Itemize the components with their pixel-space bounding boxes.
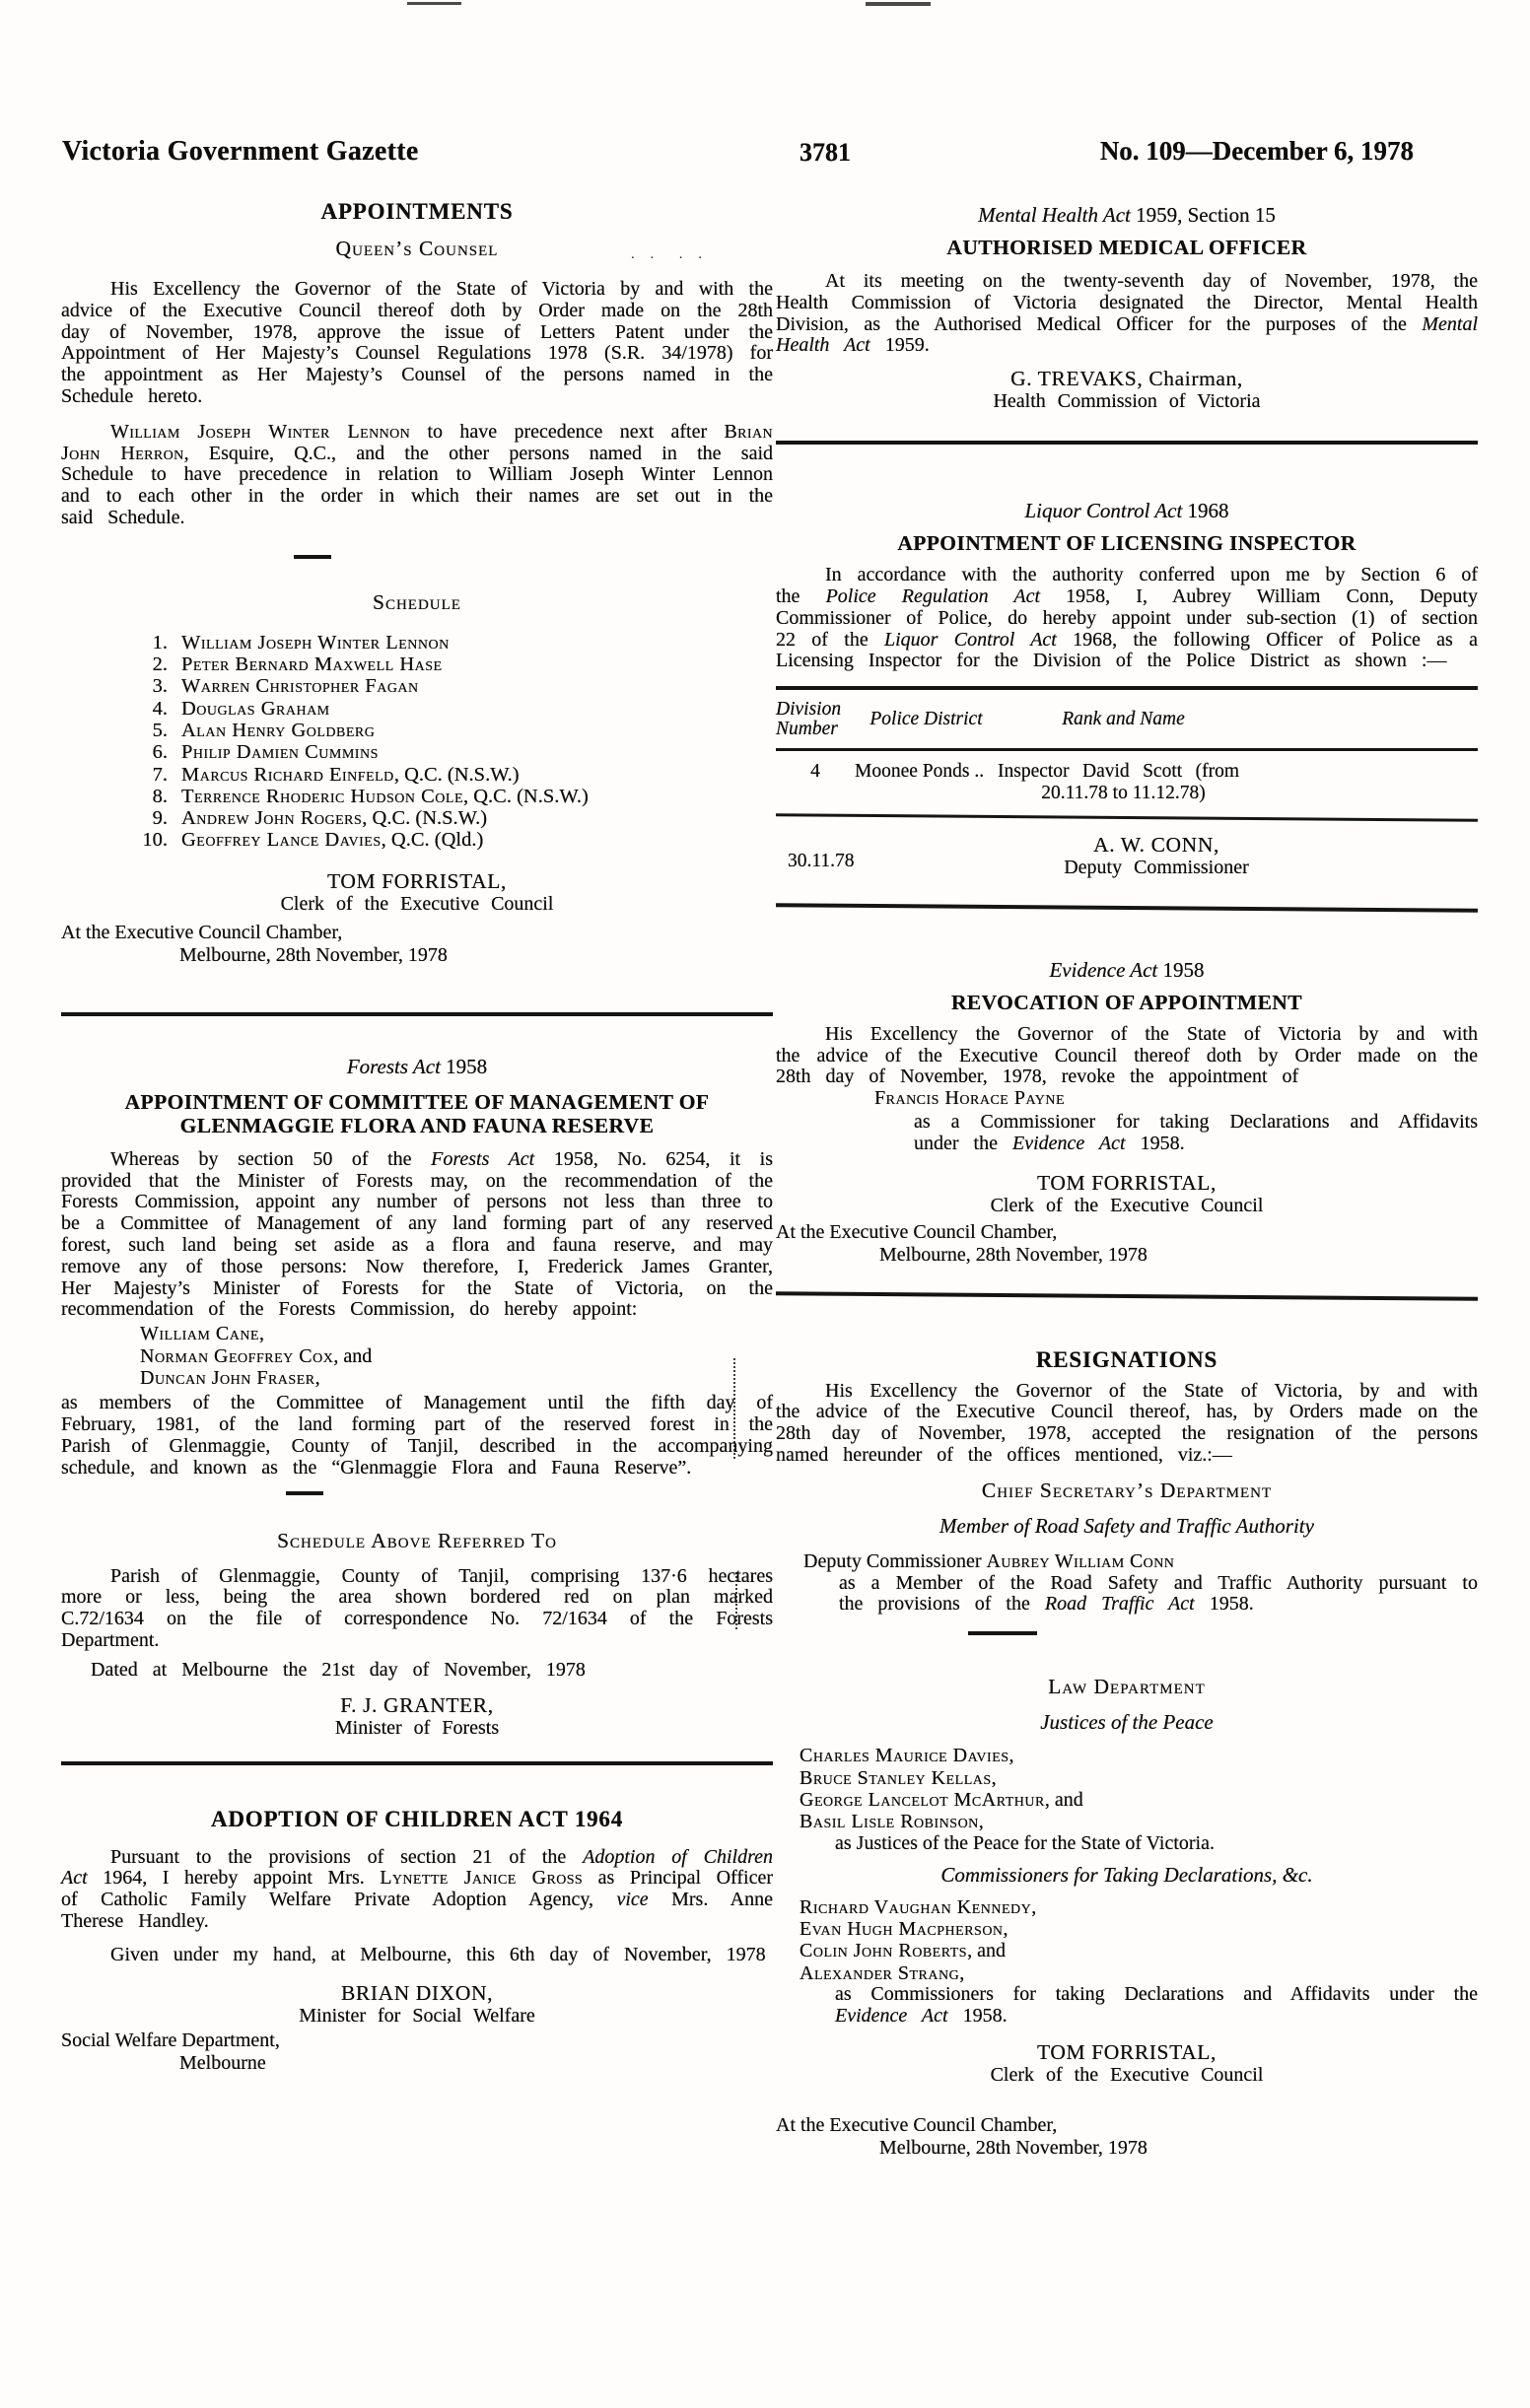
item-name: Terrence Rhoderic Hudson Cole, Q.C. (N.S.W.) — [181, 785, 589, 807]
list-item — [120, 720, 773, 741]
signatory-name: A. W. CONN, — [1093, 832, 1219, 857]
commissioners-detail: as Commissioners for taking Declarations and Affidavits under the Evidence Act 1958. — [835, 1983, 1478, 2027]
item-name: Douglas Graham — [181, 697, 330, 720]
justices-names — [776, 1745, 1478, 1833]
item-number: 1. — [152, 631, 168, 654]
column-header-line: Division — [776, 699, 842, 721]
table-header-row — [776, 690, 1478, 748]
dated-line: Dated at Melbourne the 21st day of November, 1978 — [91, 1658, 586, 1681]
appointee-name: Norman Geoffrey Cox, and — [140, 1344, 373, 1367]
masthead-title: Victoria Government Gazette — [62, 136, 419, 167]
address-line: At the Executive Council Chamber, — [776, 2113, 1058, 2136]
address-block — [61, 922, 773, 967]
column-header — [776, 700, 855, 739]
forests-act-heading: Forests Act 1958 — [346, 1054, 488, 1078]
signature-block — [953, 833, 1359, 879]
item-name: Andrew John Rogers, Q.C. (N.S.W.) — [181, 807, 488, 830]
authorised-medical-officer-heading: AUTHORISED MEDICAL OFFICER — [946, 236, 1307, 259]
signature-block — [776, 367, 1478, 413]
item-name: William Joseph Winter Lennon — [181, 631, 450, 654]
address-block — [776, 1221, 1478, 1267]
item-number: 8. — [152, 785, 168, 807]
mental-health-act-heading: Mental Health Act 1959, Section 15 — [978, 203, 1276, 227]
list-item — [120, 632, 773, 654]
list-item — [120, 698, 773, 720]
left-column — [61, 193, 773, 2075]
resignation-entry-detail: as a Member of the Road Safety and Traffic Authority pursuant to the provisions of the Road Traffic Act 1958. — [839, 1571, 1478, 1616]
signature-block — [776, 2040, 1478, 2087]
address-line: Melbourne — [179, 2052, 266, 2075]
signatory-name: BRIAN DIXON, — [340, 1981, 494, 2006]
signatory-title: Deputy Commissioner — [1064, 856, 1249, 878]
address-line: Social Welfare Department, — [61, 2030, 280, 2052]
signatory-title: Health Commission of Victoria — [993, 390, 1261, 413]
schedule-heading: Schedule — [373, 589, 461, 614]
column-header-line: Number — [776, 719, 838, 740]
signatory-name: TOM FORRISTAL, — [1037, 2039, 1217, 2064]
item-number: 9. — [152, 807, 168, 830]
schedule-referred-heading: Schedule Above Referred To — [277, 1528, 557, 1552]
item-number: 7. — [152, 763, 168, 786]
signatory-name: G. TREVAKS, Chairman, — [1010, 367, 1243, 391]
licensing-inspector-heading: APPOINTMENT OF LICENSING INSPECTOR — [897, 531, 1356, 556]
signature-block — [61, 1693, 773, 1740]
adoption-heading: ADOPTION OF CHILDREN ACT 1964 — [210, 1806, 624, 1831]
address-line: Melbourne, 28th November, 1978 — [879, 2136, 1148, 2159]
list-item — [120, 829, 773, 851]
commissioners-names — [776, 1896, 1478, 1985]
paragraph: His Excellency the Governor of the State of Victoria, by and with the advice of the Executive Council thereof, has, by Orders made on the 28th day of November, 1978, accepted the resignation of the persons named hereunder of the offices mentioned, viz.:— — [776, 1379, 1478, 1466]
person-name: Colin John Roberts, and — [800, 1940, 1006, 1962]
list-item — [120, 675, 773, 697]
issue-date: No. 109—December 6, 1978 — [1099, 136, 1414, 166]
schedule-list — [61, 632, 773, 852]
evidence-act-heading: Evidence Act 1958 — [1049, 957, 1205, 982]
rank-and-name-cell — [998, 761, 1249, 804]
item-name: Alan Henry Goldberg — [181, 719, 376, 741]
signature-block — [61, 869, 773, 916]
column-header: Rank and Name — [1062, 709, 1185, 730]
paragraph: Whereas by section 50 of the Forests Act 1958, No. 6254, it is provided that the Minister of Forests may, on the recommendation of the Forests Commission, appoint any number of persons not less than three to be a Committee of Management of any land forming part of any reserved forest, such land being set aside as a flora and fauna reserve, and may remove any of those persons: Now therefore, I, Frederick James Granter, Her Majesty’s Minister of Forests for the State of Victoria, on the recommendation of the Forests Commission, do hereby appoint: — [61, 1147, 773, 1321]
justices-detail: as Justices of the Peace for the State of Victoria. — [835, 1831, 1215, 1854]
paragraph: His Excellency the Governor of the State of Victoria by and with the advice of the Executive Council thereof doth by Order made on the 28th day of November, 1978, approve the issue of Letters Patent under the Appointment of Her Majesty’s Counsel Regulations 1978 (S.R. 34/1978) for the appointment as Her Majesty’s Counsel of the persons named in the Schedule hereto. — [61, 278, 773, 407]
appointee-names — [61, 1323, 773, 1389]
item-name: Geoffrey Lance Davies, Q.C. (Qld.) — [181, 829, 484, 852]
paragraph: William Joseph Winter Lennon to have precedence next after Brian John Herron, Esquire, Q.C., and the other persons named in the said Schedule to have precedence in relation to William Joseph Winter Lennon and to each other in the order in which their names are set out in the said Schedule. — [61, 420, 774, 528]
person-name: George Lancelot McArthur, and — [800, 1788, 1083, 1811]
division-number-cell: 4 — [810, 761, 820, 783]
signature-block — [776, 1171, 1478, 1217]
licensing-table — [776, 686, 1478, 910]
forests-title: APPOINTMENT OF COMMITTEE OF MANAGEMENT OF GLENMAGGIE FLORA AND FAUNA RESERVE — [124, 1089, 710, 1137]
signatory-title: Clerk of the Executive Council — [990, 2063, 1264, 2086]
section-divider — [294, 555, 331, 559]
appointee-name: Duncan John Fraser, — [140, 1366, 320, 1389]
item-number: 2. — [152, 654, 168, 676]
item-name: Warren Christopher Fagan — [181, 675, 419, 698]
paragraph: In accordance with the authority conferred upon me by Section 6 of the Police Regulation Act 1958, I, Aubrey William Conn, Deputy Commissioner of Police, do hereby appoint under sub-section (1) of section 22 of the Liquor Control Act 1968, the following Officer of Police as a Licensing Inspector for the Division of the Police District as shown :— — [776, 564, 1478, 672]
address-line: Melbourne, 28th November, 1978 — [879, 1243, 1148, 1266]
column-header: Police District — [869, 709, 983, 730]
signatory-title: Minister for Social Welfare — [299, 2005, 535, 2028]
person-name: Bruce Stanley Kellas, — [800, 1766, 997, 1789]
person-name: Richard Vaughan Kennedy, — [800, 1895, 1037, 1918]
list-item — [120, 807, 773, 829]
paragraph: as a Commissioner for taking Declarations and Affidavits under the Evidence Act 1958. — [914, 1110, 1478, 1154]
section-rule — [61, 1761, 773, 1765]
signatory-name: F. J. GRANTER, — [340, 1692, 494, 1717]
list-item — [120, 741, 773, 763]
signatory-name: TOM FORRISTAL, — [327, 868, 507, 893]
section-rule — [61, 1012, 773, 1016]
paragraph: His Excellency the Governor of the State of Victoria by and with the advice of the Executive Council thereof doth by Order made on the 28th day of November, 1978, revoke the appointment of — [776, 1022, 1478, 1088]
appointments-heading: APPOINTMENTS — [320, 199, 514, 224]
item-number: 5. — [152, 719, 168, 741]
signatory-name: TOM FORRISTAL, — [1037, 1170, 1217, 1195]
rank-line: 20.11.78 to 11.12.78) — [1041, 782, 1206, 803]
section-divider — [286, 1491, 323, 1495]
person-name: Alexander Strang, — [800, 1961, 965, 1984]
scan-artifact — [407, 2, 461, 5]
person-name: Evan Hugh Macpherson, — [800, 1917, 1008, 1940]
person-name: Basil Lisle Robinson, — [800, 1811, 984, 1833]
address-line: At the Executive Council Chamber, — [776, 1220, 1058, 1243]
list-item — [120, 786, 773, 807]
date-stamp: 30.11.78 — [788, 850, 855, 871]
signatory-title: Minister of Forests — [334, 1716, 500, 1739]
commissioners-heading: Commissioners for Taking Declarations, &c. — [940, 1862, 1313, 1887]
list-item — [120, 764, 773, 786]
appointee-name: William Cane, — [140, 1323, 264, 1345]
paragraph: Parish of Glenmaggie, County of Tanjil, comprising 137·6 hectares more or less, being the area shown bordered red on plan marked C.72/1634 on the file of correspondence No. 72/1634 of the Forests Department. — [61, 1564, 773, 1651]
section-divider — [968, 1631, 1037, 1635]
paragraph: as members of the Committee of Management until the fifth day of February, 1981, of the land forming part of the reserved forest in the Parish of Glenmaggie, County of Tanjil, described in the accompanying schedule, and known as the “Glenmaggie Flora and Fauna Reserve”. — [61, 1392, 773, 1479]
paragraph: At its meeting on the twenty-seventh day of November, 1978, the Health Commission of Victoria designated the Director, Mental Health Division, as the Authorised Medical Officer for the purposes of the Mental Health Act 1959. — [776, 270, 1478, 357]
queens-counsel-heading: Queen’s Counsel — [335, 237, 499, 260]
list-item — [120, 654, 773, 675]
page-number: 3781 — [800, 138, 851, 167]
address-line: Melbourne, 28th November, 1978 — [179, 943, 448, 966]
appointee-name: Francis Horace Payne — [874, 1087, 1066, 1110]
revocation-heading: REVOCATION OF APPOINTMENT — [951, 990, 1302, 1014]
police-district-cell: Moonee Ponds .. — [855, 761, 985, 783]
item-name: Peter Bernard Maxwell Hase — [181, 654, 443, 676]
item-name: Philip Damien Cummins — [181, 741, 379, 764]
resignation-entry: Deputy Commissioner Aubrey William Conn — [803, 1549, 1175, 1572]
rank-line: Inspector David Scott (from — [998, 761, 1239, 783]
address-block — [61, 2030, 773, 2075]
section-rule — [776, 441, 1478, 445]
scan-artifact — [866, 2, 931, 6]
right-column — [776, 197, 1478, 2160]
table-row — [776, 751, 1478, 816]
resignations-heading: RESIGNATIONS — [1035, 1346, 1218, 1372]
paragraph: Given under my hand, at Melbourne, this 6th day of November, 1978 — [110, 1943, 766, 1965]
signatory-title: Clerk of the Executive Council — [280, 892, 554, 915]
item-number: 3. — [152, 675, 168, 698]
scan-artifact: . . . . — [631, 246, 708, 262]
signatory-title: Clerk of the Executive Council — [990, 1194, 1264, 1216]
item-number: 4. — [152, 697, 168, 720]
liquor-act-heading: Liquor Control Act 1968 — [1024, 499, 1229, 523]
table-footer — [776, 819, 1478, 906]
signature-block — [61, 1981, 773, 2028]
address-block — [776, 2114, 1478, 2160]
section-rule — [776, 1291, 1478, 1301]
law-department-heading: Law Department — [1048, 1675, 1206, 1699]
item-name: Marcus Richard Einfeld, Q.C. (N.S.W.) — [181, 763, 520, 786]
chief-secretary-dept-heading: Chief Secretary’s Department — [981, 1478, 1273, 1502]
person-name: Charles Maurice Davies, — [800, 1745, 1014, 1767]
address-line: At the Executive Council Chamber, — [61, 921, 343, 943]
item-number: 6. — [152, 741, 168, 764]
item-number: 10. — [142, 829, 168, 852]
paragraph: Pursuant to the provisions of section 21 of the Adoption of Children Act 1964, I hereby appoint Mrs. Lynette Janice Gross as Principal Officer of Catholic Family Welfare Private Adoption Agency, vice Mrs. Anne Therese Handley. — [61, 1845, 774, 1932]
road-safety-role-heading: Member of Road Safety and Traffic Authority — [939, 1513, 1314, 1538]
justices-heading: Justices of the Peace — [1040, 1710, 1214, 1735]
